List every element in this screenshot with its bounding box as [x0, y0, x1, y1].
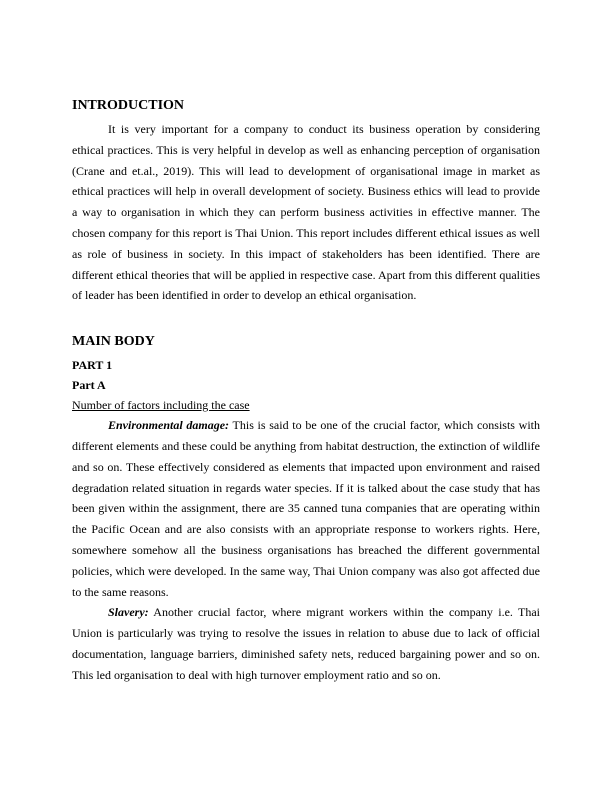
main-body-heading: MAIN BODY — [72, 334, 155, 350]
factor-term: Slavery: — [108, 605, 149, 620]
introduction-heading: INTRODUCTION — [72, 98, 185, 113]
factor-term: Environmental damage: — [108, 418, 230, 433]
factor-slavery — [72, 602, 540, 685]
factor-text: Another crucial factor, where migrant workers within the company i.e. Thai Union is particularly was trying to resolve the issues in relation to abuse due to lack of official documentation, language barriers, diminished safety nets, reduced bargaining power and so on. This led organisation to deal with high turnover employment ratio and so on. — [72, 605, 540, 682]
factor-environmental-damage — [72, 415, 540, 602]
subpart-heading: Part A — [72, 378, 106, 393]
factor-text: This is said to be one of the crucial factor, which consists with different elements and these could be anything from habitat destruction, the extinction of wildlife and so on. These effectively considered as elements that impacted upon environment and raised degradation related situation in regards water species. If it is talked about the case study that has been given within the assignment, there are 35 canned tuna companies that are operating within the Pacific Ocean and are also consists with an appropriate response to workers rights. Here, somewhere somehow all the business organisations has breached the different governmental policies, which were developed. In the same way, Thai Union company was also got affected due to the same reasons. — [72, 418, 540, 599]
factors-subheading: Number of factors including the case — [72, 398, 250, 413]
document-page — [72, 96, 540, 686]
part-heading: PART 1 — [72, 358, 113, 373]
introduction-paragraph: It is very important for a company to conduct its business operation by considering ethical practices. This is very helpful in develop as well as enhancing perception of organisation (Crane and et.al., 2019). This will lead to development of organisational image in market as ethical practices will help in overall development of society. Business ethics will lead to provide a way to organisation in which they can perform business activities in effective manner. The chosen company for this report is Thai Union. This report includes different ethical issues as well as role of business in society. In this impact of stakeholders has been identified. There are different ethical theories that will be applied in respective case. Apart from this different qualities of leader has been identified in order to develop an ethical organisation. — [72, 122, 540, 303]
